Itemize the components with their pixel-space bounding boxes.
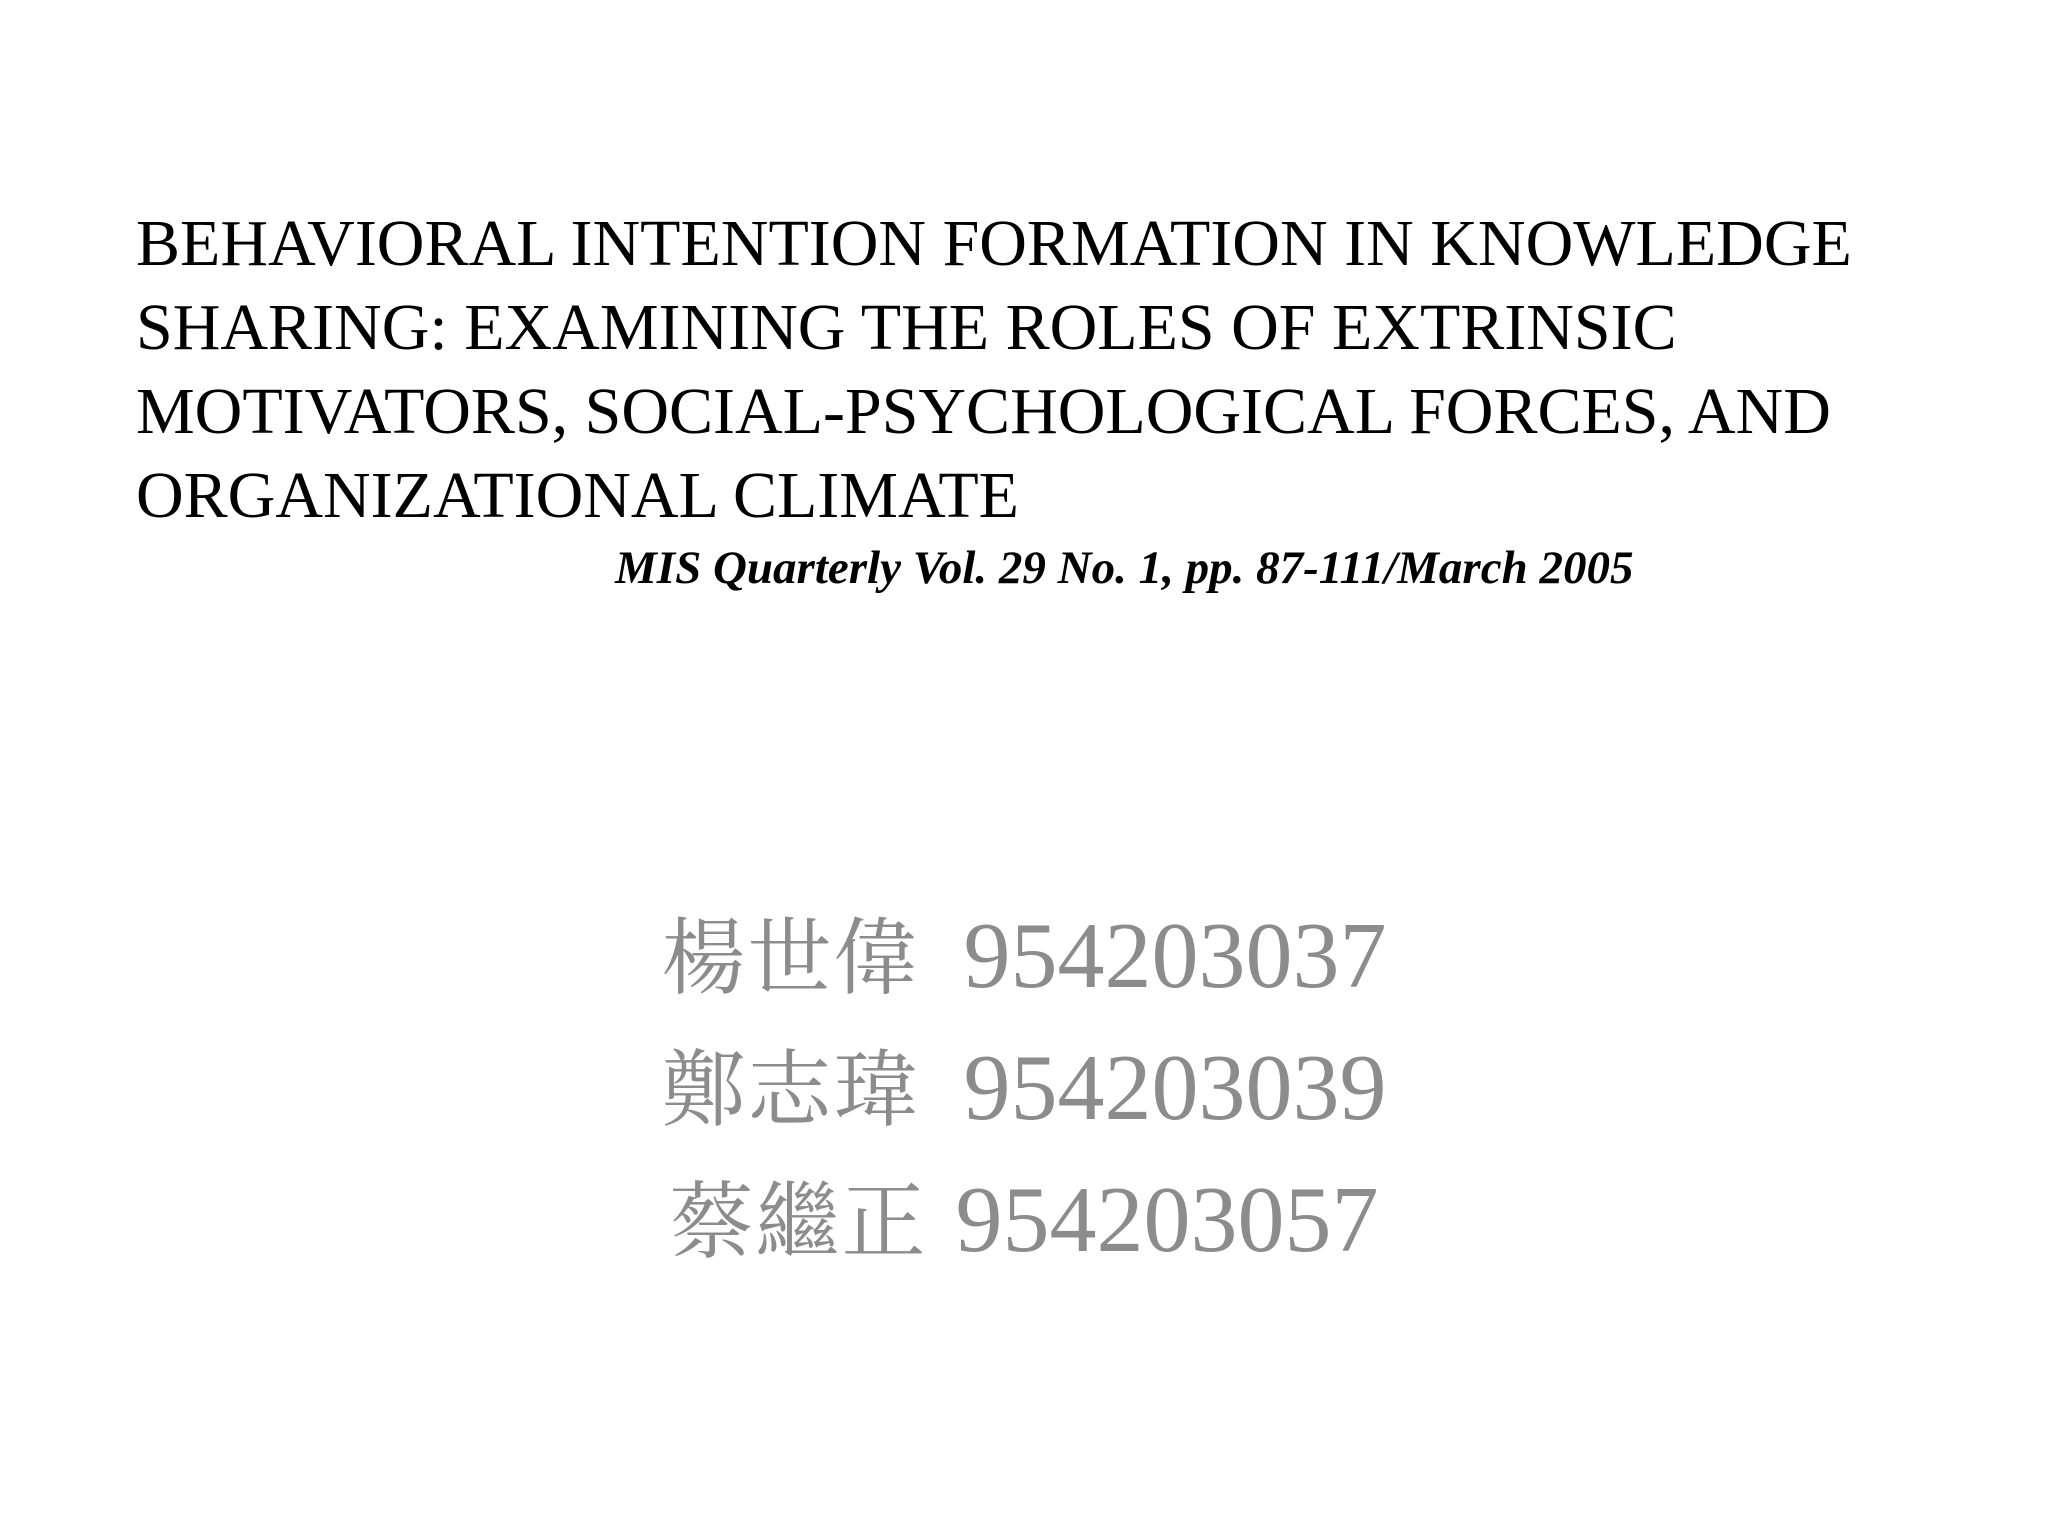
student-entry (0, 890, 2048, 1022)
student-name: 蔡繼正 (669, 1173, 928, 1271)
student-list (0, 890, 2048, 1286)
paper-title-line: BEHAVIORAL INTENTION FORMATION IN KNOWLEDGE (136, 207, 1852, 280)
student-id: 954203037 (963, 904, 1387, 1008)
paper-title-line: ORGANIZATIONAL CLIMATE (136, 459, 1019, 532)
paper-title-line: MOTIVATORS, SOCIAL-PSYCHOLOGICAL FORCES, AND (136, 375, 1831, 448)
student-entry (0, 1022, 2048, 1154)
student-name: 楊世偉 (661, 909, 920, 1007)
paper-title-line: SHARING: EXAMINING THE ROLES OF EXTRINSIC (136, 291, 1677, 364)
student-id: 954203057 (955, 1168, 1379, 1272)
journal-citation: MIS Quarterly Vol. 29 No. 1, pp. 87-111/March 2005 (615, 542, 1634, 594)
paper-title (136, 202, 1976, 538)
student-id: 954203039 (963, 1036, 1387, 1140)
student-entry (0, 1154, 2048, 1286)
student-name: 鄭志瑋 (661, 1041, 920, 1139)
